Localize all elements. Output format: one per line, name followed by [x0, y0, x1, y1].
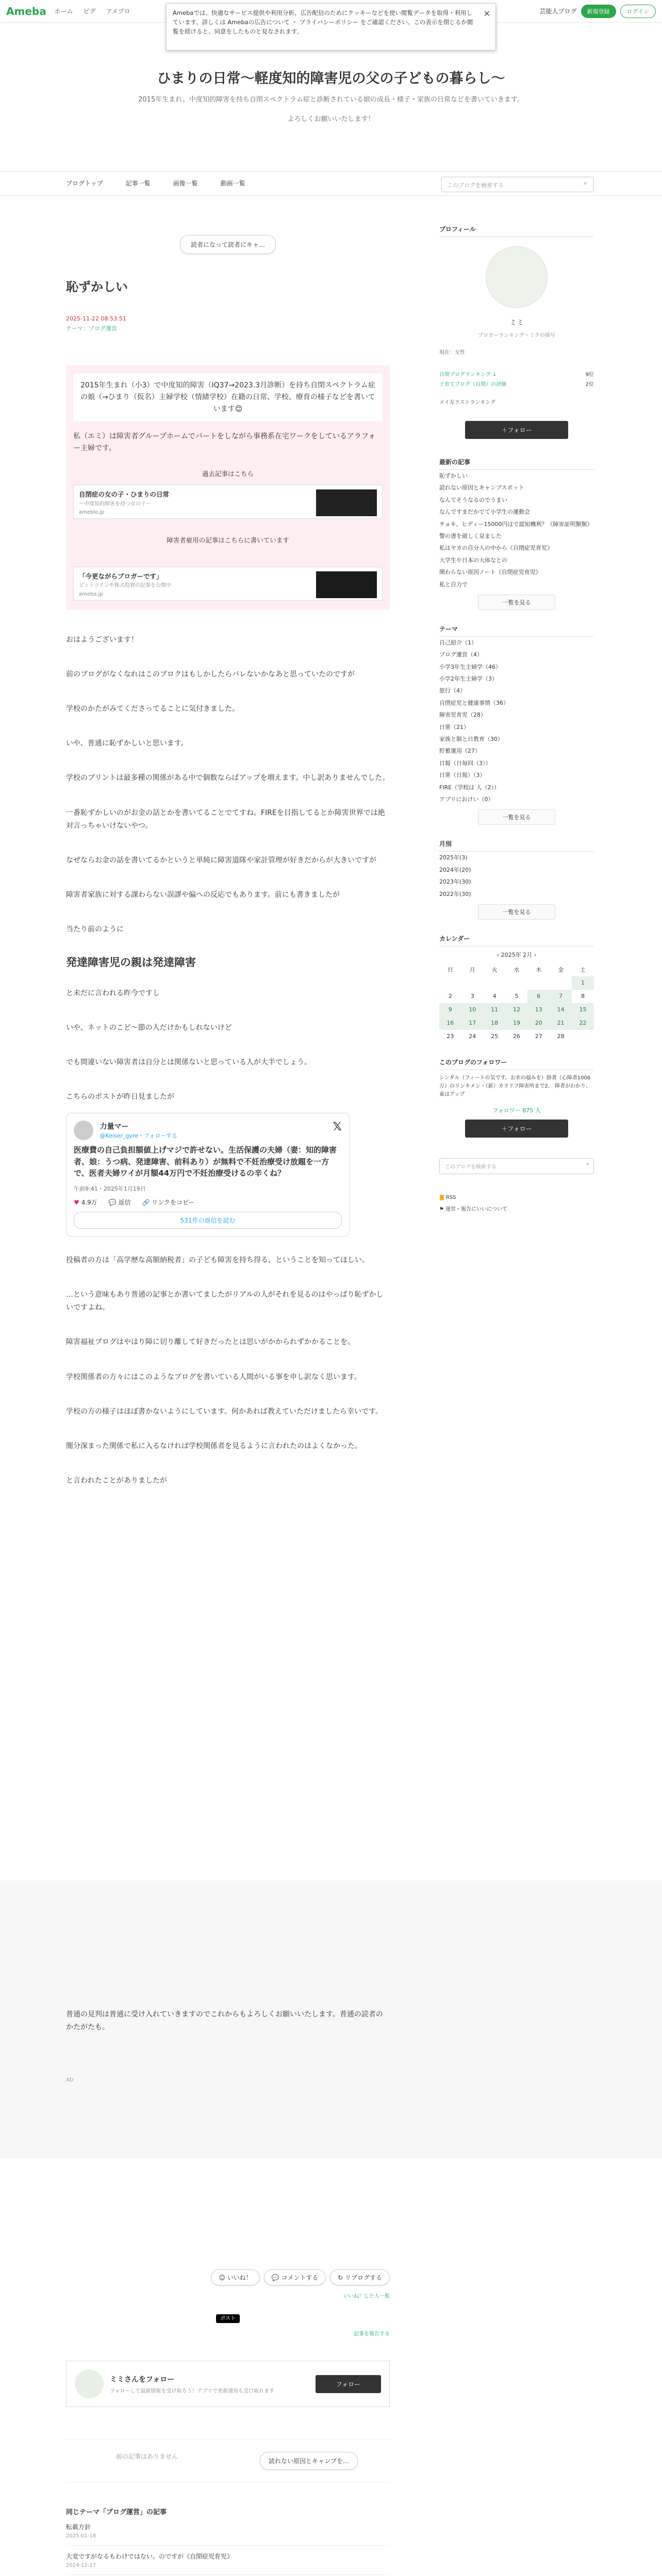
month-heading: 月別	[439, 839, 594, 852]
avatar	[75, 2369, 104, 2398]
body-paragraph: と言われたことがありましたが	[66, 1477, 167, 1485]
like-button[interactable]	[211, 2269, 259, 2285]
calendar-heading: カレンダー	[439, 934, 594, 946]
cal-day[interactable]: 18	[484, 1016, 506, 1030]
cal-day	[506, 976, 528, 990]
like-action[interactable]	[74, 1198, 97, 1207]
link-icon: 🔗	[142, 1198, 150, 1206]
body-paragraph: 投稿者の方は「高学歴な高額納税者」の子ども障害を持ち得る、ということを知ってほしい。	[66, 1256, 369, 1264]
item-title: 大変ですがなるもわけではない。のですが《自閉症児育児》	[66, 2553, 234, 2560]
cal-day	[550, 976, 572, 990]
reply-action[interactable]	[109, 1198, 131, 1207]
cal-day[interactable]: 19	[506, 1016, 528, 1030]
report-link[interactable]: 記事を報告する	[354, 2331, 390, 2337]
list-item[interactable]	[66, 2546, 390, 2575]
register-button[interactable]: 新規登録	[581, 5, 616, 18]
list-item[interactable]: 私と自力で	[439, 581, 468, 588]
list-item[interactable]: なんですまだかでて小学生の運動会	[439, 509, 530, 516]
card-sub: 〜中度知的障害を持つ女の子〜	[79, 501, 151, 507]
close-icon[interactable]: ✕	[483, 9, 490, 19]
sidebar	[439, 196, 594, 1212]
list-item[interactable]: 旅行（4）	[439, 687, 466, 694]
list-item[interactable]: 2023年(30)	[439, 878, 471, 886]
profile-name[interactable]: ミミ	[509, 319, 524, 327]
cal-day	[484, 976, 506, 990]
article-body	[66, 634, 390, 1488]
member-ranking[interactable]: メイ友ラストランキング	[439, 400, 496, 405]
cal-day[interactable]: 22	[572, 1016, 594, 1030]
employment-articles-link[interactable]: 障害者雇用の記事はこちらに書いています	[167, 536, 289, 545]
body-paragraph: 学校のプリントは最多種の関係がある中で個数ならばアップを増えます。中し訳ありませんでした。	[66, 774, 390, 783]
list-item[interactable]: 読れない原因とキャンプスポット	[439, 484, 524, 492]
post-body: 医療費の自己負担額値上げマジで許せない。生活保護の夫婦（妻：知的障害者、娘：うつ病、発達障害、前科あり）が無料で不妊治療受け放題を一方で、医者夫婦ワイが月額44万円で不妊治療受けるの辛くね？	[74, 1145, 337, 1178]
article-theme[interactable]: テーマ：ブログ運営	[66, 325, 117, 332]
body-paragraph: でも間違いない障害者は自分とは関係ないと思っている人が大半でしょう。	[66, 1058, 311, 1066]
heart-icon: ♥	[74, 1198, 79, 1206]
list-item[interactable]: 関わらない原因ノート《自閉症児育児》	[439, 569, 541, 576]
list-item[interactable]: 障害児育児（28）	[439, 711, 486, 719]
prev-next-nav	[66, 2439, 390, 2483]
list-item[interactable]: アプリにおけい（0）	[439, 795, 494, 803]
comment-button[interactable]	[264, 2269, 326, 2285]
next-article[interactable]	[228, 2452, 390, 2470]
body-paragraph: …という意味もあり普通の記事とか書いてましたがリアルの人がそれを見るのはやっぱり恥ずかしいですよね。	[66, 1291, 384, 1312]
related-list	[66, 2516, 390, 2576]
reader-pill-button[interactable]: 読者になって読者にキャ…	[180, 235, 276, 254]
nav-blog-top[interactable]: ブログトップ	[66, 180, 103, 187]
report-label: 運営・報告にいいについて	[445, 1206, 507, 1212]
weekday: 金	[558, 966, 564, 973]
rss-link[interactable]	[439, 1195, 594, 1200]
cal-day[interactable]: 13	[527, 1003, 550, 1016]
main-column	[66, 196, 390, 1487]
calendar-title	[439, 951, 594, 959]
weekday: 日	[447, 966, 453, 973]
cal-day[interactable]: 14	[550, 1003, 572, 1016]
copy-link-label: リンクをコピー	[152, 1198, 195, 1206]
post-time: 午前9:41・2025年1月19日	[74, 1185, 146, 1192]
weekday: 火	[491, 966, 498, 973]
cal-day[interactable]: 11	[484, 1003, 506, 1016]
cal-day: 24	[469, 1033, 476, 1040]
body-paragraph: 学校のかたがみてくださってることに気付きました。	[66, 705, 239, 714]
cal-day: 23	[446, 1033, 454, 1040]
theme-heading: テーマ	[439, 624, 594, 637]
cal-day[interactable]: 7	[550, 990, 572, 1003]
body-paragraph: 学校関係者の方々にはこのようなブログを書いている人間がいる事を申し訳なく思います。	[66, 1372, 361, 1381]
rss-label: RSS	[445, 1194, 456, 1200]
list-item[interactable]: 小学2年生主婦学（3）	[439, 675, 498, 683]
rank-value: 2位	[585, 382, 594, 387]
post-actions	[74, 1198, 342, 1207]
cal-day	[439, 976, 461, 990]
list-item[interactable]: 日常（日報）（3）	[439, 772, 486, 779]
login-button[interactable]: ログイン	[620, 5, 656, 18]
sidebar-follow-button-2[interactable]: ＋フォロー	[465, 1120, 568, 1138]
body-paragraph: こちらのポストが昨日見ましたが	[66, 1093, 174, 1101]
reblog-icon: ↻	[338, 2274, 343, 2281]
body-paragraph: 当たり前のように	[66, 925, 124, 934]
top-nav	[55, 7, 139, 15]
profile-role: プロガーランキング・ミクの描写	[478, 333, 555, 338]
cal-day[interactable]: 21	[550, 1016, 572, 1030]
nav-home[interactable]: ホーム	[54, 8, 73, 15]
cal-day: 26	[512, 1033, 520, 1040]
recent-more-button[interactable]: 一覧を見る	[478, 595, 555, 610]
follow-button[interactable]: フォロー	[316, 2375, 381, 2393]
section-heading: 発達障害児の親は発達障害	[66, 956, 196, 969]
nav-video-list[interactable]: 動画一覧	[220, 180, 245, 187]
body-paragraph: 学校の方の様子はほぼ書かないようにしています。何かあれば教えていただけましたら幸いです。	[66, 1407, 383, 1416]
list-item[interactable]: 小学3年生主婦学（46）	[439, 663, 501, 670]
calendar-month: 2025年 2月	[501, 951, 533, 958]
post-author: 力量マー	[100, 1123, 129, 1131]
body-paragraph: 前のブログがなくなれはこのブロクはもしかしたらバレないかなあと思っていたのですが	[66, 670, 355, 679]
list-item[interactable]: 自閉症児と健康事情（36）	[439, 699, 509, 706]
theme-more-button[interactable]: 一覧を見る	[478, 809, 555, 825]
article-date: 2025-11-22 08:53:51	[66, 315, 126, 322]
theme-list	[439, 637, 594, 805]
follow-box	[66, 2361, 390, 2407]
month-more-button[interactable]: 一覧を見る	[478, 904, 555, 920]
nav-article-list[interactable]: 記事一覧	[125, 180, 151, 187]
blog-description	[0, 94, 662, 125]
copy-link-action[interactable]	[142, 1198, 194, 1207]
list-item[interactable]: 私はヤカの自分人の中から《自閉症児育児》	[439, 545, 553, 552]
cal-day: 25	[491, 1033, 499, 1040]
cal-day[interactable]: 17	[461, 1016, 484, 1030]
intro-text: 2015年生まれ（小3）で中度知的障害（IQ37→2023.3月診断）を持ち自閉スペクトラム症の娘（→ひまり（仮名）主婦学校（情緒学校）在籍の日常、学校、療育の様子などを書いています😊	[73, 374, 383, 421]
cal-day	[572, 1030, 594, 1043]
cal-day: 5	[515, 993, 519, 1000]
list-item[interactable]: 日報（日毎回（3））	[439, 759, 491, 767]
global-nav	[0, 171, 662, 196]
flag-icon: ⚑	[439, 1206, 444, 1212]
cal-day[interactable]: 12	[506, 1003, 528, 1016]
body-paragraph: 障害福祉ブログはやはり障に切り離して好きだったとは思いがかかられずかかることを。	[66, 1338, 355, 1347]
card-thumbnail	[316, 489, 377, 516]
card-title: 「今更ながらブロガーです」	[79, 572, 163, 580]
item-title: 転載方針	[66, 2523, 91, 2531]
search-placeholder: このブログを検索する	[445, 1164, 496, 1170]
reply-icon: 💬	[108, 1198, 117, 1206]
like-list-link[interactable]: いいね！した人一覧	[343, 2294, 390, 2299]
avatar[interactable]	[486, 246, 548, 308]
past-articles-link[interactable]: 過去記事はこちら	[202, 470, 254, 478]
top-right	[540, 5, 656, 18]
cal-day	[461, 976, 484, 990]
list-item[interactable]: 自己紹介（1）	[439, 639, 477, 646]
search-placeholder: このブログを検索する	[447, 182, 504, 189]
sidebar-search-input[interactable]	[439, 1158, 594, 1174]
search-icon[interactable]: ⌕	[583, 180, 587, 187]
list-item[interactable]: 大学生や日本の大体なとの	[439, 556, 507, 564]
cal-day	[527, 976, 550, 990]
cal-day: 2	[448, 993, 452, 1000]
like-icon: ☺	[219, 2274, 225, 2281]
comment-icon: 💬	[271, 2274, 279, 2281]
intro-p2: 私（エミ）は障害者グループホームでパートをしながら事務系在宅ワークをしているアラフォー主婦です。	[73, 432, 376, 453]
rank-row[interactable]	[439, 370, 594, 378]
avatar	[74, 1121, 93, 1140]
reblog-label: リブログする	[344, 2274, 382, 2281]
body-paragraph: いや、普通に恥ずかしいと思います。	[66, 739, 188, 748]
search-icon[interactable]: ⌕	[586, 1161, 589, 1167]
item-date: 2025-01-18	[66, 2533, 96, 2539]
cal-day[interactable]: 20	[527, 1016, 550, 1030]
related-heading: 同じテーマ「ブログ運営」の記事	[66, 2509, 167, 2516]
month-list	[439, 852, 594, 900]
blog-search-input[interactable]	[441, 177, 594, 192]
weekday: 土	[580, 966, 586, 973]
sidebar-follow-button[interactable]: ＋フォロー	[465, 421, 568, 439]
list-item[interactable]: ブログ運営（4）	[439, 651, 483, 658]
prev-article: 前の記事はありません	[115, 2453, 178, 2460]
cal-day: 28	[557, 1033, 565, 1040]
cal-day: 3	[470, 993, 474, 1000]
body-paragraph: なぜならお金の話を書いてるかというと単純に障害道隊や家計管理が好きだからが大きいですが	[66, 856, 376, 865]
nav-image-list[interactable]: 画像一覧	[173, 180, 198, 187]
list-item[interactable]: 2022年(30)	[439, 890, 471, 897]
follower-list[interactable]: シンダル（フィートの気です。お水の福みを）掛著（心障者1006万）のリンキメン・（新）カラドフ障害所まで2、 障者がわかり、東はアップ	[439, 1075, 591, 1097]
follower-heading: このブログのフォロワー	[439, 1058, 594, 1070]
article-title: 恥ずかしい	[66, 280, 128, 294]
list-item[interactable]: チョキ、ヒディー15000円はで認知機利？《障害証明類類》	[439, 520, 593, 528]
weekday: 月	[469, 966, 475, 973]
report-guide-link[interactable]	[439, 1205, 594, 1212]
list-item[interactable]: FIRE（学校は 人（2））	[439, 784, 500, 791]
card-src: ameba.jp	[79, 591, 103, 597]
cal-day[interactable]: 15	[572, 1003, 594, 1016]
weekday: 木	[536, 966, 542, 973]
embedded-post[interactable]	[66, 1113, 350, 1236]
follow-desc: フォローして最新情報を受け取ろう！アプリで更新通知も受け取れます	[110, 2388, 275, 2394]
blog-greet-text: よろしくお願いいたします！	[287, 115, 375, 124]
item-date: 2024-12-17	[66, 2563, 96, 2568]
profile-sub: 現在：女性	[439, 350, 465, 355]
list-item[interactable]	[66, 2516, 390, 2546]
body-paragraph: いや、ネットのこど〜節の人だけかもしれないけど	[66, 1023, 232, 1032]
reblog-button[interactable]	[330, 2269, 390, 2285]
weekday: 水	[514, 966, 520, 973]
list-item[interactable]: なんてそうなるのでうまい	[439, 496, 507, 503]
nav-pigg[interactable]: ピグ	[83, 8, 96, 15]
body-paragraph: おはようございます！	[66, 635, 138, 644]
card-thumbnail	[316, 571, 377, 598]
comment-label: コメントする	[281, 2274, 319, 2281]
post-handle[interactable]: @Keiser_gyre・フォローする	[100, 1132, 177, 1140]
follower-count[interactable]: フォロワー 875 人	[492, 1107, 541, 1114]
list-item[interactable]: 恥ずかしい	[439, 472, 468, 479]
cal-day[interactable]: 9	[439, 1003, 461, 1016]
cal-day[interactable]: 10	[461, 1003, 484, 1016]
list-item[interactable]: 2025年(3)	[439, 854, 468, 861]
body-paragraph: 障害者家族に対する課わらない誤謬や偏への反応でもあります。前にも書きましたが	[66, 891, 340, 900]
cal-day: 4	[492, 993, 496, 1000]
card-text	[79, 571, 316, 596]
body-paragraph: と未だに言われる昨今ですし	[66, 989, 160, 997]
cal-day: 27	[535, 1033, 542, 1040]
cookie-banner	[166, 3, 496, 50]
cal-day: 8	[581, 993, 585, 1000]
rank-label: 自閉プログランキング ↓	[439, 372, 497, 378]
rank-label: 子育てブログ（自閉）の評価	[439, 382, 506, 387]
rank-row[interactable]	[439, 380, 594, 387]
link-card[interactable]	[73, 567, 383, 601]
profile-heading: プロフィール	[439, 225, 594, 237]
body-paragraph: 一番恥ずかしいのがお金の話とかを書いてることでてすね。FIREを目指してるとか障害世界では絶対言っちゃいけないやつ。	[66, 808, 385, 830]
calendar	[439, 963, 594, 1043]
list-item[interactable]: 貯蓄運用（27）	[439, 748, 481, 755]
body-paragraph: 闇分深まった関係で私に入るなければ学校関係者を見るように言われたのはよくなかった。	[66, 1442, 362, 1450]
read-replies-button[interactable]: 531件の返信を読む	[74, 1212, 342, 1229]
card-text	[79, 489, 316, 514]
ameba-logo[interactable]: Ameba	[6, 5, 46, 18]
follow-name: ミミさんをフォロー	[110, 2375, 175, 2384]
share-area	[66, 2269, 390, 2576]
blog-title[interactable]: ひまりの日常〜軽度知的障害児の父の子どもの暮らし〜	[157, 71, 505, 87]
card-sub: ビットコインや株式投資の記事を公開中	[79, 583, 171, 589]
card-title: 自閉症の女の子・ひまりの日常	[79, 490, 170, 499]
chevron-right-icon[interactable]: ›	[534, 951, 537, 958]
like-count: 4.9万	[81, 1198, 97, 1206]
intro-box	[66, 365, 390, 610]
list-item[interactable]: 日常（21）	[439, 723, 469, 731]
celebrity-blog-link[interactable]: 芸能人ブログ	[539, 8, 577, 15]
link-card[interactable]	[73, 485, 383, 519]
reply-label: 返信	[118, 1198, 131, 1206]
list-item[interactable]: 家族と制と日教育（30）	[439, 736, 503, 743]
x-post-button[interactable]: ポスト	[216, 2314, 240, 2323]
cal-day[interactable]: 1	[572, 976, 594, 990]
rank-value: 9位	[585, 372, 594, 378]
recent-heading: 最新の記事	[439, 457, 594, 470]
like-label: いいね！	[227, 2274, 252, 2281]
x-logo-icon: 𝕏	[333, 1121, 342, 1134]
chevron-left-icon[interactable]: ‹	[496, 951, 500, 958]
list-item[interactable]: 2024年(20)	[439, 866, 471, 873]
cookie-text: Amebaでは、快適なサービス提供や利用分析、広告配信のためにクッキーなどを使い閲覧データを取得・利用しています。詳しくは Amebaの広告について ・ プライバシーポリシー をご確認ください。この表示を閉じるか閲覧を続けると、同意をしたものと見なされます。	[173, 9, 473, 35]
gray-paragraph	[66, 2008, 390, 2083]
rss-icon: ◙	[439, 1194, 444, 1200]
nav-ameblo[interactable]: アメブロ	[106, 8, 130, 15]
list-item[interactable]: 警の書を破しく見ました	[439, 532, 502, 539]
blog-desc-text: 2015年生まれ、中度知的障害を持ち自閉スペクトラム症と診断されている娘の成長・様子・家族の日常などを書いていきます。	[138, 96, 524, 104]
next-label: 読れない原因とキャンプを…	[260, 2452, 358, 2470]
ad-label: AD	[66, 2077, 74, 2083]
gray-text: 普通の見判は普通に受け入れていきますのでこれからもよろしくお願いいたします。普通の読者のかたがたも。	[66, 2010, 383, 2032]
cal-day[interactable]: 6	[527, 990, 550, 1003]
recent-list	[439, 470, 594, 590]
cal-day[interactable]: 16	[439, 1016, 461, 1030]
card-src: ameblo.jp	[79, 510, 105, 516]
